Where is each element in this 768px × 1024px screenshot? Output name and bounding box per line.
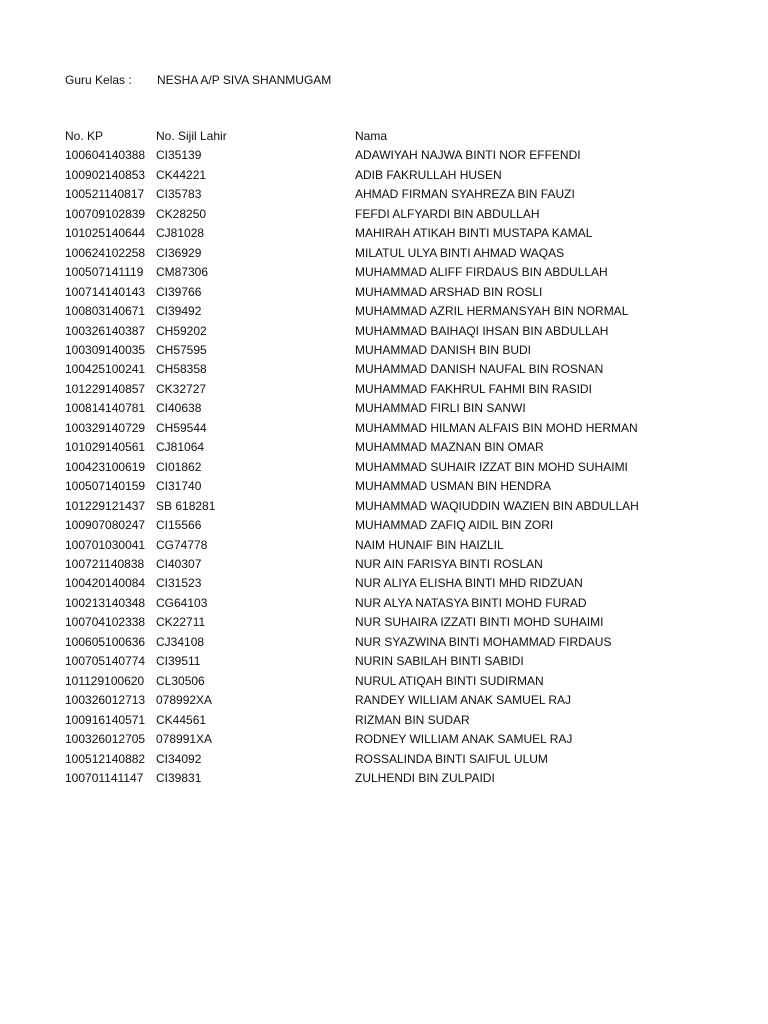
cell-kp: 100714140143 (65, 284, 146, 299)
cell-kp: 101229121437 (65, 498, 146, 513)
cell-nama: MUHAMMAD AZRIL HERMANSYAH BIN NORMAL (355, 304, 629, 319)
cell-sijil: CI34092 (156, 751, 202, 766)
cell-kp: 100512140882 (65, 751, 146, 766)
cell-kp: 100507141119 (65, 265, 144, 280)
cell-nama: NUR ALIYA ELISHA BINTI MHD RIDZUAN (355, 576, 583, 591)
cell-kp: 101129100620 (65, 673, 145, 688)
table-row (65, 458, 755, 477)
cell-kp: 100902140853 (65, 167, 146, 182)
table-row (65, 652, 755, 671)
table-row (65, 360, 755, 379)
cell-nama: MUHAMMAD USMAN BIN HENDRA (355, 479, 552, 494)
class-teacher-label: Guru Kelas : (65, 73, 132, 87)
cell-sijil: CK22711 (156, 615, 206, 630)
cell-nama: AHMAD FIRMAN SYAHREZA BIN FAUZI (355, 187, 575, 202)
cell-kp: 100701141147 (65, 770, 144, 785)
cell-kp: 100423100619 (65, 459, 146, 474)
table-row (65, 633, 755, 652)
cell-nama: MUHAMMAD ALIFF FIRDAUS BIN ABDULLAH (355, 265, 608, 280)
cell-sijil: 078991XA (156, 732, 213, 747)
cell-sijil: CG64103 (156, 595, 208, 610)
column-header-nama: Nama (355, 129, 388, 143)
column-header-sijil: No. Sijil Lahir (156, 129, 227, 143)
cell-nama: NUR SYAZWINA BINTI MOHAMMAD FIRDAUS (355, 634, 612, 649)
cell-kp: 100604140388 (65, 148, 146, 163)
cell-sijil: CK32727 (156, 381, 207, 396)
table-row (65, 166, 755, 185)
table-row (65, 322, 755, 341)
cell-nama: NUR ALYA NATASYA BINTI MOHD FURAD (355, 595, 587, 610)
cell-kp: 100329140729 (65, 420, 146, 435)
cell-kp: 101229140857 (65, 381, 146, 396)
cell-sijil: CH58358 (156, 362, 207, 377)
table-row (65, 419, 755, 438)
cell-sijil: CI40307 (156, 556, 202, 571)
cell-nama: MUHAMMAD ZAFIQ AIDIL BIN ZORI (355, 518, 554, 533)
table-row (65, 146, 755, 165)
cell-kp: 100213140348 (65, 595, 146, 610)
table-row (65, 536, 755, 555)
cell-nama: NUR SUHAIRA IZZATI BINTI MOHD SUHAIMI (355, 615, 604, 630)
cell-sijil: CK44221 (156, 167, 207, 182)
table-row (65, 283, 755, 302)
cell-nama: MUHAMMAD ARSHAD BIN ROSLI (355, 284, 543, 299)
cell-sijil: CK44561 (156, 712, 207, 727)
cell-sijil: CI35139 (156, 148, 202, 163)
cell-sijil: CI01862 (156, 459, 202, 474)
student-table (65, 127, 755, 788)
cell-sijil: CI36929 (156, 245, 202, 260)
cell-sijil: CI31740 (156, 479, 202, 494)
cell-kp: 100521140817 (65, 187, 145, 202)
table-row (65, 750, 755, 769)
cell-sijil: SB 618281 (156, 498, 216, 513)
cell-sijil: CL30506 (156, 673, 205, 688)
table-row (65, 613, 755, 632)
cell-sijil: CI39511 (156, 654, 201, 669)
cell-kp: 100624102258 (65, 245, 146, 260)
table-row (65, 302, 755, 321)
cell-sijil: CI39831 (156, 770, 202, 785)
table-row (65, 555, 755, 574)
cell-kp: 100907080247 (65, 518, 146, 533)
cell-kp: 100916140571 (65, 712, 146, 727)
column-header-kp: No. KP (65, 129, 104, 143)
cell-nama: MUHAMMAD MAZNAN BIN OMAR (355, 440, 544, 455)
cell-sijil: CI39766 (156, 284, 202, 299)
cell-nama: NUR AIN FARISYA BINTI ROSLAN (355, 556, 543, 571)
cell-kp: 100803140671 (65, 304, 146, 319)
cell-nama: MUHAMMAD DANISH BIN BUDI (355, 342, 532, 357)
cell-nama: ADAWIYAH NAJWA BINTI NOR EFFENDI (355, 148, 581, 163)
cell-nama: MUHAMMAD FAKHRUL FAHMI BIN RASIDI (355, 381, 592, 396)
table-row (65, 497, 755, 516)
table-row (65, 341, 755, 360)
cell-sijil: CI39492 (156, 304, 202, 319)
cell-sijil: CJ81028 (156, 226, 205, 241)
cell-kp: 101029140561 (65, 440, 146, 455)
cell-kp: 100709102839 (65, 206, 146, 221)
cell-sijil: CH59544 (156, 420, 207, 435)
cell-kp: 100814140781 (65, 401, 146, 416)
cell-kp: 100326012705 (65, 732, 146, 747)
cell-nama: ZULHENDI BIN ZULPAIDI (355, 770, 495, 785)
cell-nama: ROSSALINDA BINTI SAIFUL ULUM (355, 751, 548, 766)
cell-nama: FEFDI ALFYARDI BIN ABDULLAH (355, 206, 540, 221)
table-row (65, 691, 755, 710)
cell-nama: MAHIRAH ATIKAH BINTI MUSTAPA KAMAL (355, 226, 593, 241)
cell-nama: MUHAMMAD BAIHAQI IHSAN BIN ABDULLAH (355, 323, 609, 338)
table-row (65, 205, 755, 224)
cell-kp: 100705140774 (65, 654, 146, 669)
table-row (65, 769, 755, 788)
student-rows (65, 146, 755, 788)
table-row (65, 244, 755, 263)
cell-nama: MUHAMMAD WAQIUDDIN WAZIEN BIN ABDULLAH (355, 498, 639, 513)
cell-kp: 100721140838 (65, 556, 145, 571)
cell-sijil: CJ81064 (156, 440, 205, 455)
cell-nama: MUHAMMAD SUHAIR IZZAT BIN MOHD SUHAIMI (355, 459, 628, 474)
cell-sijil: CI31523 (156, 576, 202, 591)
table-row (65, 574, 755, 593)
table-row (65, 711, 755, 730)
cell-sijil: CK28250 (156, 206, 207, 221)
cell-sijil: CJ34108 (156, 634, 205, 649)
table-row (65, 438, 755, 457)
cell-nama: NURUL ATIQAH BINTI SUDIRMAN (355, 673, 544, 688)
cell-sijil: CI35783 (156, 187, 202, 202)
table-row (65, 263, 755, 282)
table-row (65, 594, 755, 613)
table-row (65, 516, 755, 535)
cell-kp: 100701030041 (65, 537, 146, 552)
cell-nama: RIZMAN BIN SUDAR (355, 712, 470, 727)
cell-sijil: CG74778 (156, 537, 208, 552)
cell-nama: ADIB FAKRULLAH HUSEN (355, 167, 502, 182)
table-row (65, 477, 755, 496)
cell-nama: MILATUL ULYA BINTI AHMAD WAQAS (355, 245, 565, 260)
cell-nama: NAIM HUNAIF BIN HAIZLIL (355, 537, 504, 552)
cell-kp: 100420140084 (65, 576, 146, 591)
table-row (65, 672, 755, 691)
cell-kp: 100326140387 (65, 323, 146, 338)
table-row (65, 380, 755, 399)
cell-kp: 101025140644 (65, 226, 146, 241)
cell-nama: MUHAMMAD FIRLI BIN SANWI (355, 401, 526, 416)
cell-kp: 100507140159 (65, 479, 146, 494)
cell-sijil: 078992XA (156, 693, 213, 708)
table-row (65, 730, 755, 749)
cell-nama: MUHAMMAD HILMAN ALFAIS BIN MOHD HERMAN (355, 420, 638, 435)
table-row (65, 224, 755, 243)
cell-nama: RODNEY WILLIAM ANAK SAMUEL RAJ (355, 732, 573, 747)
table-row (65, 399, 755, 418)
cell-kp: 100605100636 (65, 634, 146, 649)
cell-sijil: CI40638 (156, 401, 202, 416)
cell-sijil: CI15566 (156, 518, 202, 533)
cell-sijil: CH57595 (156, 342, 207, 357)
cell-nama: RANDEY WILLIAM ANAK SAMUEL RAJ (355, 693, 572, 708)
cell-kp: 100704102338 (65, 615, 146, 630)
class-teacher-name: NESHA A/P SIVA SHANMUGAM (157, 73, 332, 87)
cell-kp: 100425100241 (65, 362, 146, 377)
cell-sijil: CM87306 (156, 265, 209, 280)
table-row (65, 185, 755, 204)
table-header-row (65, 127, 755, 146)
cell-nama: MUHAMMAD DANISH NAUFAL BIN ROSNAN (355, 362, 604, 377)
cell-kp: 100326012713 (65, 693, 146, 708)
cell-kp: 100309140035 (65, 342, 146, 357)
cell-nama: NURIN SABILAH BINTI SABIDI (355, 654, 524, 669)
cell-sijil: CH59202 (156, 323, 207, 338)
